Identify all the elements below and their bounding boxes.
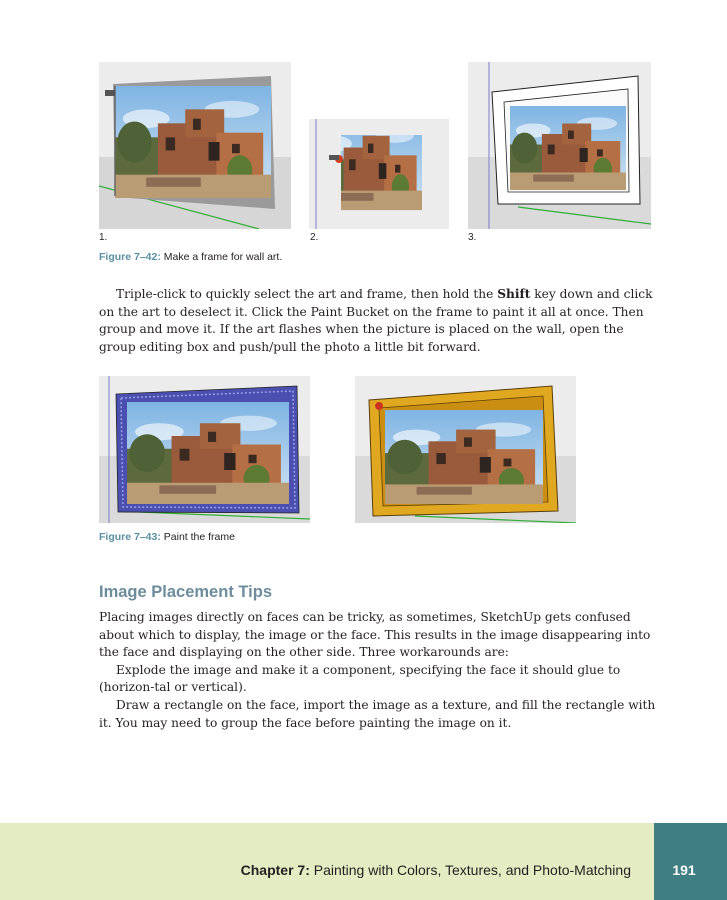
figure-7-43-image-gold-frame — [355, 376, 576, 523]
figure-7-42-image-3 — [468, 62, 651, 229]
workaround-item-2: Draw a rectangle on the face, import the image as a texture, and fill the rectangle with it. You may need to group the face before painting the image on it. — [99, 697, 656, 730]
footer-chapter-name: Painting with Colors, Textures, and Photo-Matching — [309, 862, 631, 878]
figure-7-42-caption-text: Make a frame for wall art. — [163, 251, 283, 263]
figure-7-42-caption — [99, 251, 282, 263]
section-intro: Placing images directly on faces can be tricky, as sometimes, SketchUp gets confused about which to display, the image or the face. This results in the image disappearing into the face and displaying on the other side. Three workarounds are: — [99, 610, 651, 660]
footer-chapter-label: Chapter 7: — [240, 862, 310, 878]
section-body — [99, 609, 659, 732]
paragraph-1-part-2: key down and click on the art to deselect it. Click the Paint Bucket on the frame to paint it all at once. Then group and move it. If the art flashes when the picture is placed on the wall, open the group editing box and push/pull the photo a little bit forward. — [99, 287, 653, 354]
figure-7-43-caption — [99, 531, 235, 543]
page-number: 191 — [672, 862, 696, 878]
figure-7-43-label: Figure 7–43: — [99, 531, 161, 543]
workaround-item-1: Explode the image and make it a component, specifying the face it should glue to (horizon-tal or vertical). — [99, 662, 621, 695]
body-paragraph-frame — [99, 286, 659, 356]
paragraph-1-part-1: Triple-click to quickly select the art and frame, then hold the — [116, 287, 498, 301]
figure-7-42-panel-2-number: 2. — [310, 232, 319, 243]
figure-7-43-caption-text: Paint the frame — [163, 531, 235, 543]
figure-7-42-image-1 — [99, 62, 291, 229]
figure-7-42-image-2 — [309, 119, 449, 229]
footer-chapter-title — [241, 862, 631, 878]
shift-key-text: Shift — [497, 287, 531, 301]
figure-7-42-panel-3-number: 3. — [468, 232, 477, 243]
figure-7-42-label: Figure 7–42: — [99, 251, 161, 263]
figure-7-43-image-blue-frame — [99, 376, 310, 523]
figure-7-42-panel-1-number: 1. — [99, 232, 108, 243]
section-heading: Image Placement Tips — [99, 583, 273, 601]
